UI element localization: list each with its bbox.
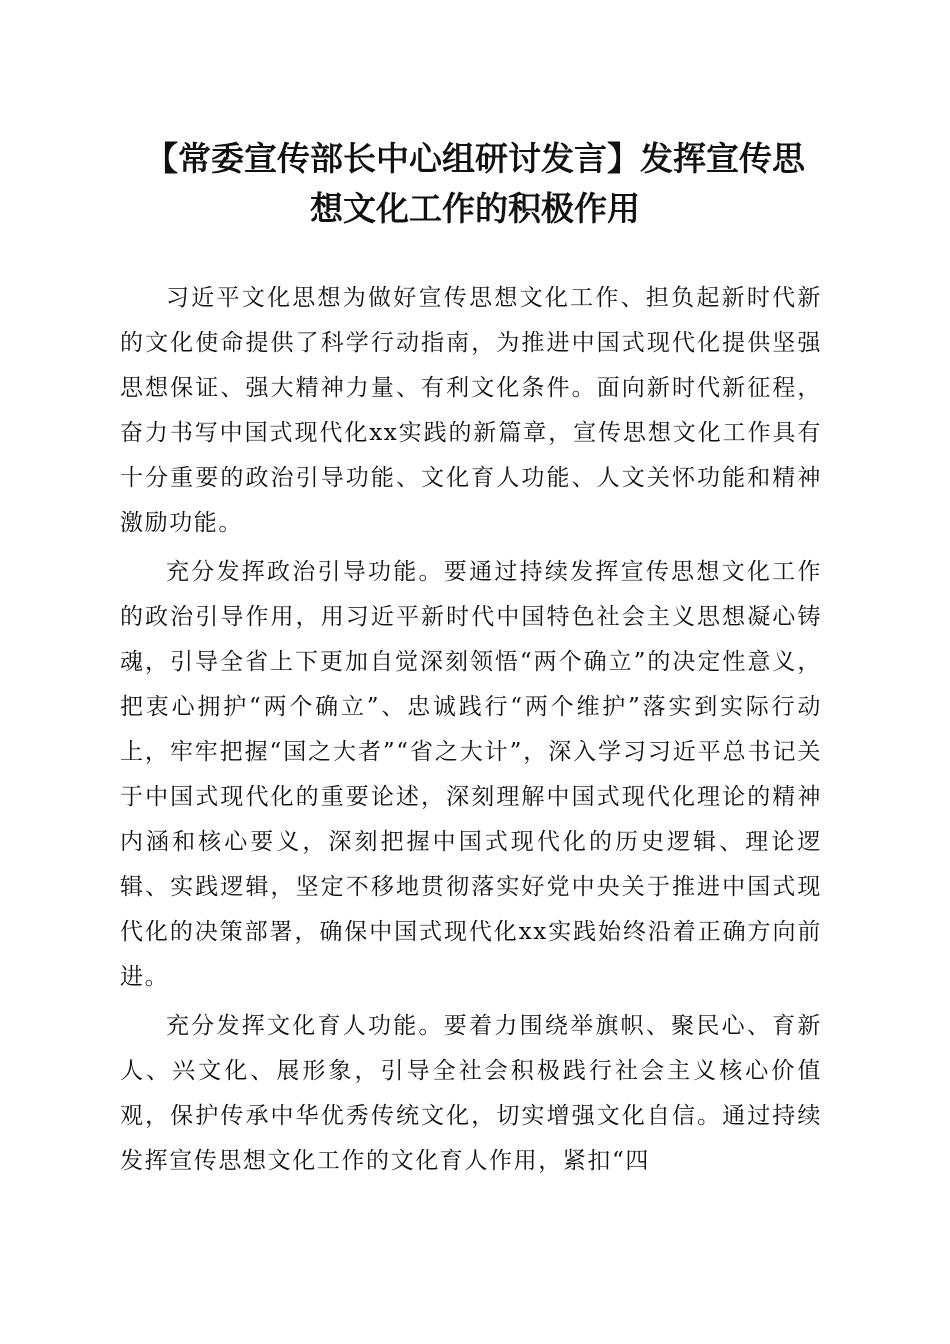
title-line-2: 想文化工作的积极作用 [310, 189, 640, 228]
document-body [120, 276, 822, 1188]
paragraph-cultural-education: 充分发挥文化育人功能。要着力围绕举旗帜、聚民心、育新人、兴文化、展形象，引导全社会积极践行社会主义核心价值观，保护传承中华优秀传统文化，切实增强文化自信。通过持续发挥宣传思想文化工作的文化育人作用，紧扣“四 [120, 1013, 822, 1174]
paragraph-intro: 习近平文化思想为做好宣传思想文化工作、担负起新时代新的文化使命提供了科学行动指南，为推进中国式现代化提供坚强思想保证、强大精神力量、有利文化条件。面向新时代新征程，奋力书写中国式现代化xx实践的新篇章，宣传思想文化工作具有十分重要的政治引导功能、文化育人功能、人文关怀功能和精神激励功能。 [120, 285, 822, 536]
paragraph-political-guidance: 充分发挥政治引导功能。要通过持续发挥宣传思想文化工作的政治引导作用，用习近平新时代中国特色社会主义思想凝心铸魂，引导全省上下更加自觉深刻领悟“两个确立”的决定性意义，把衷心拥护“两个确立”、忠诚践行“两个维护”落实到实际行动上，牢牢把握“国之大者”“省之大计”，深入学习习近平总书记关于中国式现代化的重要论述，深刻理解中国式现代化理论的精神内涵和核心要义，深刻把握中国式现代化的历史逻辑、理论逻辑、实践逻辑，坚定不移地贯彻落实好党中央关于推进中国式现代化的决策部署，确保中国式现代化xx实践始终沿着正确方向前进。 [120, 559, 822, 990]
document-title [120, 134, 830, 234]
title-line-1: 【常委宣传部长中心组研讨发言】发挥宣传思 [145, 139, 805, 178]
